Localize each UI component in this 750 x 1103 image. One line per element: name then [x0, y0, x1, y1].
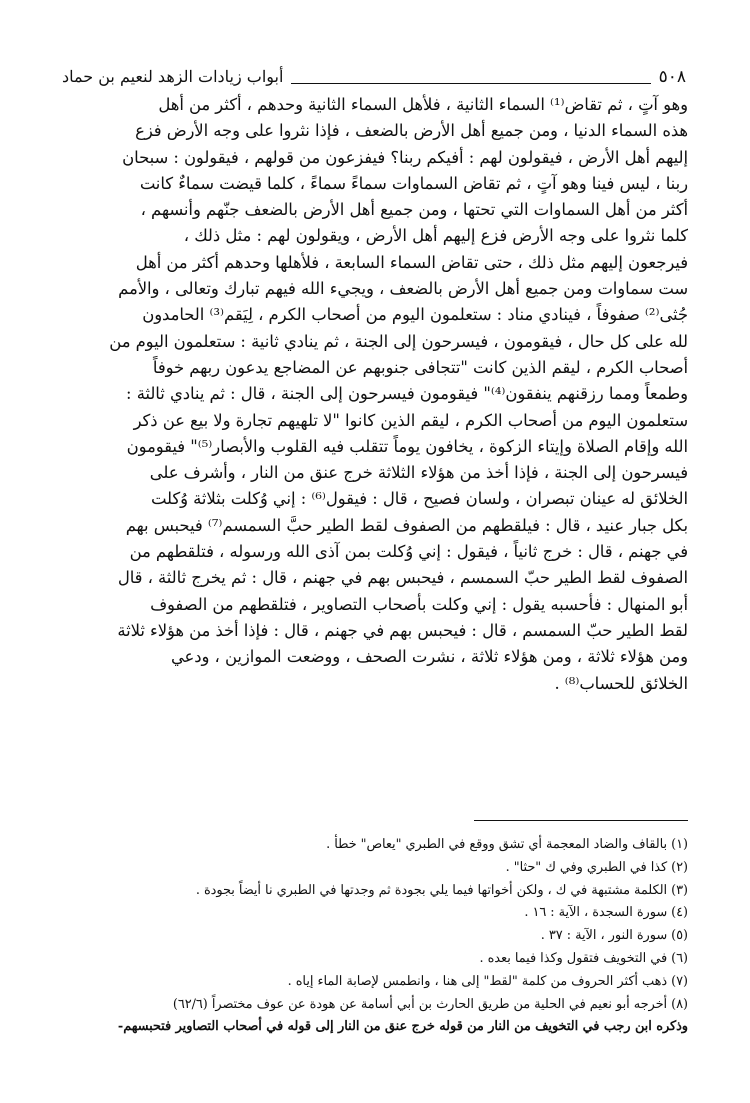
text-line: أبو المنهال : فأحسبه يقول : إني وكلت بأصحاب التصاوير ، فتلقطهم من الصفوف — [150, 594, 688, 614]
text-line: لله على كل حال ، فيقومون ، فيسرحون إلى الجنة ، ثم ينادي ثانية : ستعلمون اليوم من — [109, 331, 688, 351]
text-line: فيرجعون إليهم مثل ذلك ، حتى تقاض السماء السابعة ، فلأهلها وحدهم أكثر من أهل — [135, 252, 688, 272]
text-line: أكثر من أهل السماوات التي تحتها ، ومن جميع أهل الأرض بالضعف جنّهم وأنسهم ، — [140, 200, 688, 220]
text-line: أصحاب الكرم ، ليقم الذين كانت "تتجافى جنوبهم عن المضاجع يدعون ربهم خوفاً — [152, 357, 688, 377]
text-line: ربنا ، ليس فينا وهو آتٍ ، ثم تقاض السماوات سماءً سماءً ، كلما قيضت سماءٌ كانت — [139, 173, 688, 193]
footnote-separator — [474, 820, 688, 821]
text-line: جُثى⁽²⁾ صفوفاً ، فينادي مناد : ستعلمون اليوم من أصحاب الكرم ، لِيَقم⁽³⁾ الحامدون — [142, 305, 688, 325]
text-line: كلما نثروا على وجه الأرض فزع إليهم أهل الأرض ، ويقولون لهم : مثل ذلك ، — [183, 226, 688, 246]
text-line: وطمعاً ومما رزقنهم ينفقون⁽⁴⁾" فيقومون فيسرحون إلى الجنة ، قال : ثم ينادي ثالثة : — [126, 384, 688, 404]
page-header — [62, 62, 686, 88]
footnote: (٧) ذهب أكثر الحروف من كلمة "لقط" إلى هنا ، وانطمس لإصابة الماء إياه . — [287, 973, 688, 989]
text-line: هذه السماء الدنيا ، ومن جميع أهل الأرض بالضعف ، فإذا نثروا على وجه الأرض فزع — [135, 121, 688, 141]
page-number: ٥٠٨ — [658, 67, 686, 87]
text-line: ومن هؤلاء ثلاثة ، ومن هؤلاء ثلاثة ، نشرت الصحف ، ووضعت الموازين ، ودعي — [170, 647, 688, 667]
footnote: (٣) الكلمة مشتبهة في ك ، ولكن أخواتها فيما يلي بجودة ثم وجدتها في الطبري نا أيضاً بجودة . — [195, 882, 688, 898]
footnote: (٤) سورة السجدة ، الآية : ١٦ . — [524, 905, 688, 921]
text-line: ستعلمون اليوم من أصحاب الكرم ، ليقم الذين كانوا "لا تلهيهم تجارة ولا بيع عن ذكر — [133, 410, 688, 430]
footnote-continuation: وذكره ابن رجب في التخويف من النار من قوله خرج عنق من النار إلى قوله في أصحاب التصاوير فتحبسهم- — [117, 1019, 688, 1035]
text-line: الخلائق له عينان تبصران ، ولسان فصيح ، قال : فيقول⁽⁶⁾ : إني وُكلت بثلاثة وُكلت — [151, 489, 688, 509]
footnotes — [60, 834, 688, 1039]
footnote: (٥) سورة النور ، الآية : ٣٧ . — [540, 928, 688, 944]
main-text — [60, 92, 688, 697]
footnote: (٨) أخرجه أبو نعيم في الحلية من طريق الحارث بن أبي أسامة عن هودة عن عوف مختصراً (٦٢/٦) — [172, 996, 688, 1012]
text-line: ست سماوات ومن جميع أهل الأرض بالضعف ، ويجيء الله فيهم تبارك وتعالى ، والأمم — [118, 279, 688, 299]
text-line: إليهم أهل الأرض ، فيقولون لهم : أفيكم ربنا؟ فيفزعون من قولهم ، فيقولون : سبحان — [122, 147, 688, 167]
text-line: لقط الطير حبّ السمسم ، قال : فيحبس بهم في جهنم ، قال : فإذا أخذ من هؤلاء ثلاثة — [117, 620, 688, 640]
footnote: (٦) في التخويف فتقول وكذا فيما بعده . — [479, 950, 688, 966]
text-line: بكل جبار عنيد ، قال : فيلقطهم من الصفوف لقط الطير حبَّ السمسم⁽⁷⁾ فيحبس بهم — [125, 515, 688, 535]
text-line: وهو آتٍ ، ثم تقاض⁽¹⁾ السماء الثانية ، فلأهل السماء الثانية وحدهم ، أكثر من أهل — [158, 95, 688, 114]
text-line: الله وإقام الصلاة وإيتاء الزكوة ، يخافون يوماً تتقلب فيه القلوب والأبصار⁽⁵⁾" فيقومون — [126, 436, 688, 456]
running-title: أبواب زيادات الزهد لنعيم بن حماد — [62, 67, 284, 86]
text-line: الصفوف لقط الطير حبّ السمسم ، فيحبس بهم في جهنم ، قال : ثم يخرج ثالثة ، قال — [117, 568, 688, 588]
text-line: الخلائق للحساب⁽⁸⁾ . — [554, 673, 688, 693]
header-rule — [291, 83, 650, 84]
footnote: (٢) كذا في الطبري وفي ك "حثا" . — [505, 859, 688, 875]
text-line: فيسرحون إلى الجنة ، فإذا أخذ من هؤلاء الثلاثة خرج عنق من النار ، وأشرف على — [149, 463, 688, 483]
text-line: في جهنم ، قال : خرج ثانياً ، فيقول : إني وُكلت بمن آذى الله ورسوله ، فتلقطهم من — [129, 542, 688, 562]
footnote: (١) بالقاف والضاد المعجمة أي تشق ووقع في الطبري "يعاص" خطأ . — [326, 837, 688, 852]
